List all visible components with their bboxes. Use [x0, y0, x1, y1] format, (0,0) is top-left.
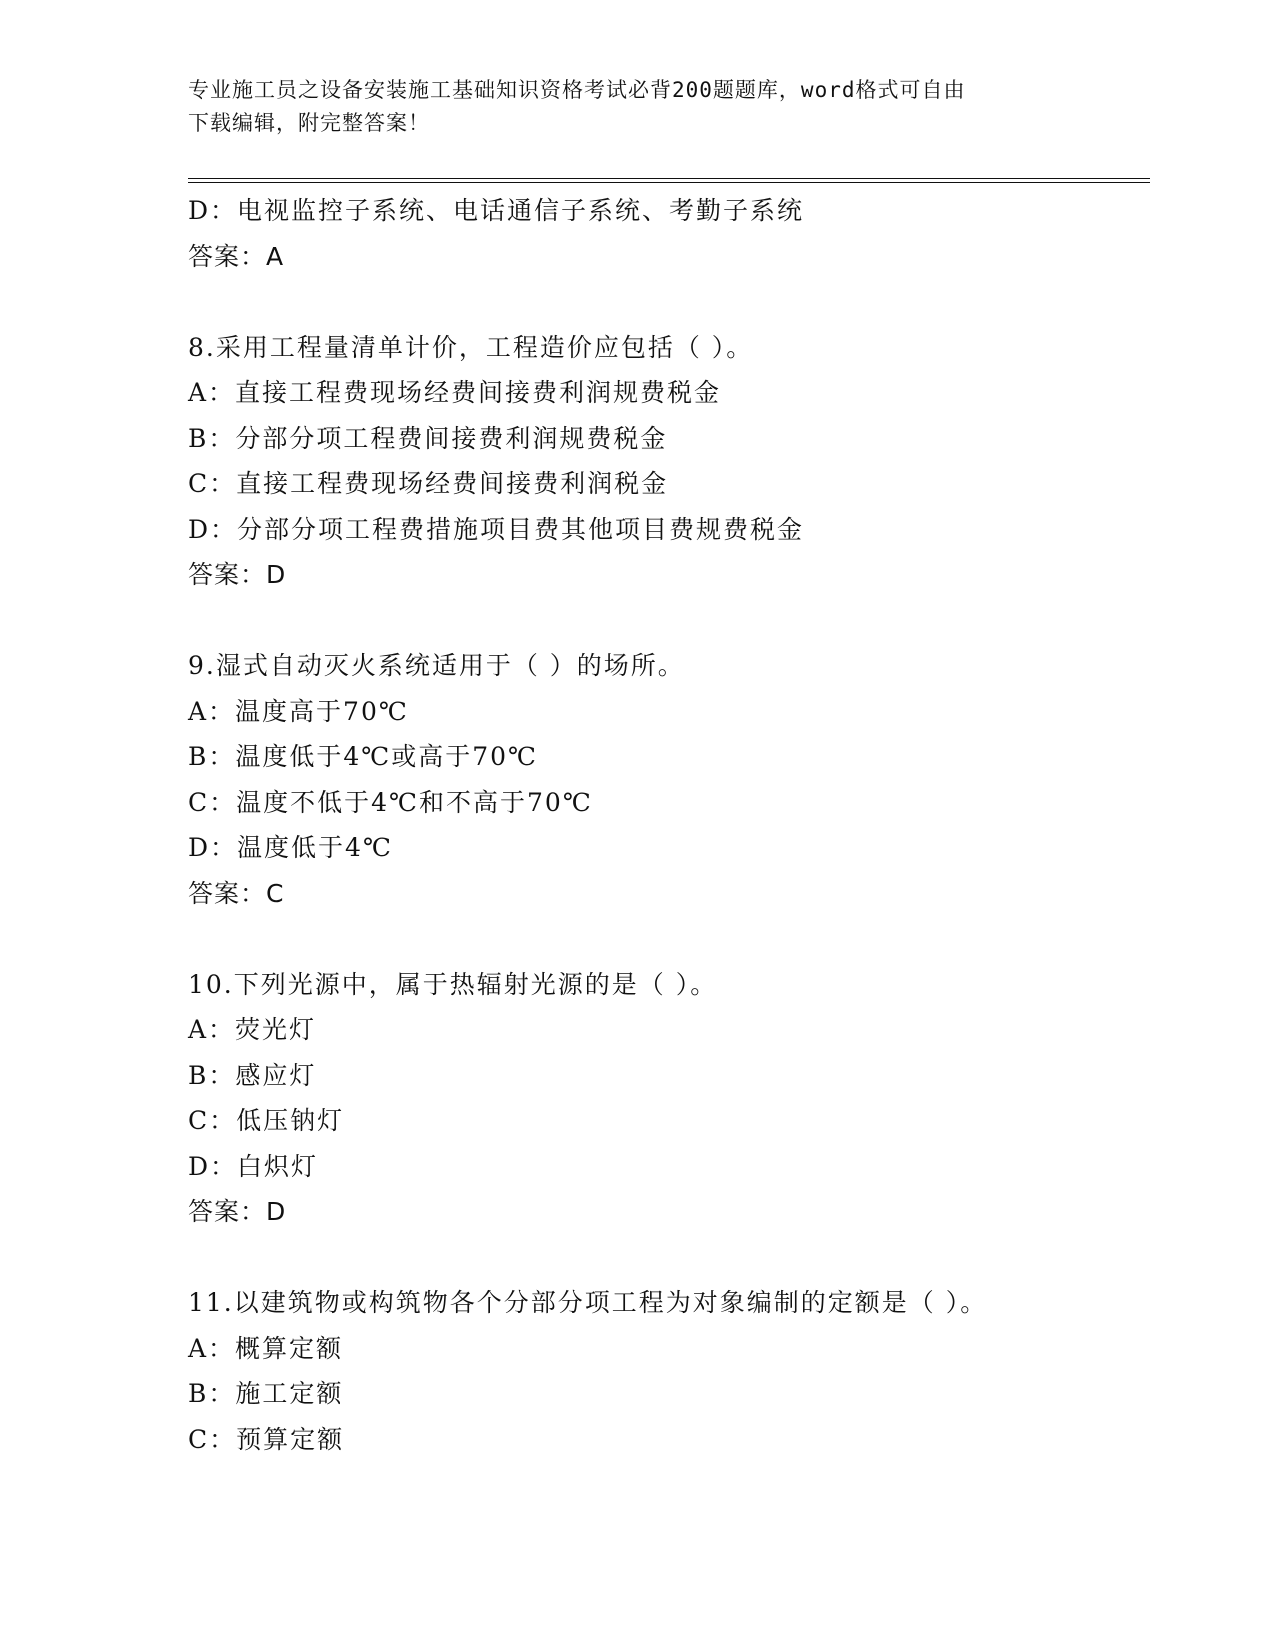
q10-option-c: C：低压钠灯 [188, 1106, 345, 1135]
q11-question: 11.以建筑物或构筑物各个分部分项工程为对象编制的定额是（ ）。 [188, 1288, 988, 1317]
q10-option-d: D：白炽灯 [188, 1151, 319, 1181]
spacer [188, 598, 1148, 644]
q8-option-c: C：直接工程费现场经费间接费利润税金 [188, 469, 669, 498]
q8-option-d: D：分部分项工程费措施项目费其他项目费规费税金 [188, 514, 805, 544]
spacer [188, 916, 1148, 962]
q7-answer: 答案：A [188, 241, 285, 271]
q9-option-d: D：温度低于4℃ [188, 833, 393, 862]
q10-option-b: B：感应灯 [188, 1060, 317, 1090]
q11-option-b: B：施工定额 [188, 1379, 344, 1408]
q8-question: 8.采用工程量清单计价，工程造价应包括（ ）。 [188, 332, 754, 362]
spacer [188, 279, 1148, 325]
q11-option-c: C：预算定额 [188, 1424, 345, 1454]
q8-option-a: A：直接工程费现场经费间接费利润规费税金 [188, 378, 722, 407]
q9-question: 9.湿式自动灭火系统适用于（ ）的场所。 [188, 651, 685, 680]
q8-answer: 答案：D [188, 560, 287, 589]
question-list [188, 188, 1148, 1462]
header-rule-bottom [188, 182, 1150, 183]
q9-option-a: A：温度高于70℃ [188, 696, 409, 726]
header-rule-top [188, 178, 1150, 179]
q10-question: 10.下列光源中，属于热辐射光源的是（ ）。 [188, 969, 718, 999]
q9-answer: 答案：C [188, 878, 285, 908]
header-line-2: 下载编辑，附完整答案！ [188, 111, 430, 135]
document-header [188, 74, 1088, 140]
header-line-1: 专业施工员之设备安装施工基础知识资格考试必背200题题库，word格式可自由 [188, 78, 966, 102]
q7-option-d: D：电视监控子系统、电话通信子系统、考勤子系统 [188, 196, 805, 225]
q9-option-c: C：温度不低于4℃和不高于70℃ [188, 787, 593, 817]
q8-option-b: B：分部分项工程费间接费利润规费税金 [188, 423, 668, 453]
q10-option-a: A：荧光灯 [188, 1015, 317, 1044]
q9-option-b: B：温度低于4℃或高于70℃ [188, 742, 539, 771]
q10-answer: 答案：D [188, 1197, 287, 1226]
q11-option-a: A：概算定额 [188, 1333, 344, 1363]
spacer [188, 1235, 1148, 1281]
